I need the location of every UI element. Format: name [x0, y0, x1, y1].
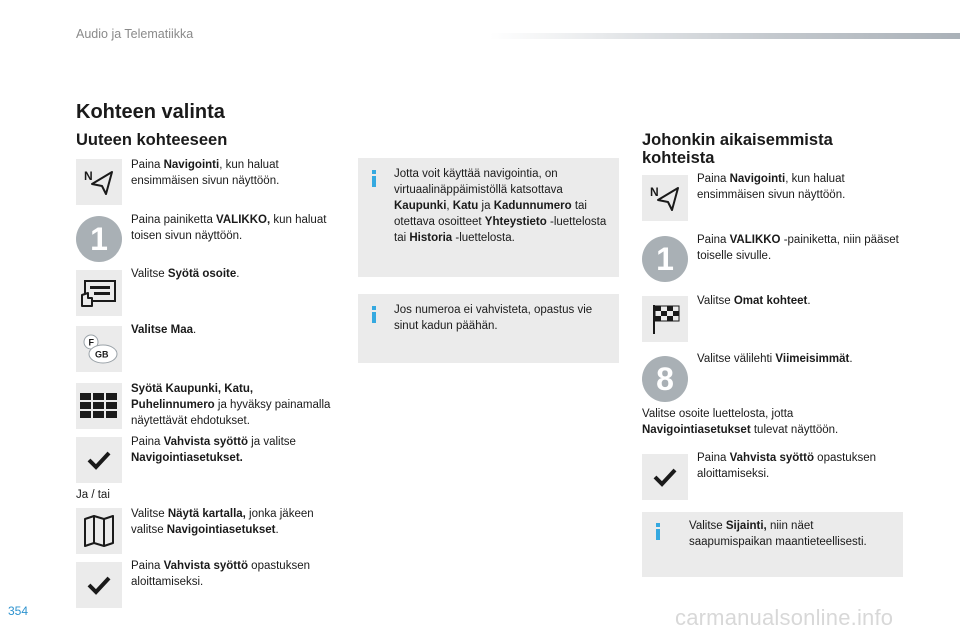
info-icon — [372, 170, 377, 184]
right-section-heading: Johonkin aikaisemmista kohteista — [642, 131, 833, 167]
navigation-compass-icon — [642, 175, 688, 221]
right-step-text: Paina Vahvista syöttö opastuksen aloittamiseksi. — [697, 452, 876, 480]
info-box — [358, 158, 619, 277]
keyboard-grid-icon — [76, 383, 122, 429]
checkmark-icon — [76, 437, 122, 483]
checkmark-icon — [76, 562, 122, 608]
enter-address-icon — [76, 270, 122, 316]
right-step-text: Valitse Omat kohteet. — [697, 295, 811, 307]
left-step-text: Valitse Näytä kartalla, jonka jäkeen valitse Navigointiasetukset. — [131, 508, 314, 536]
left-section-heading: Uuteen kohteeseen — [76, 131, 228, 149]
or-text: Ja / tai — [76, 489, 110, 501]
navigation-compass-icon — [76, 159, 122, 205]
step-number-badge: 8 — [642, 356, 688, 402]
left-step-text: Paina painiketta VALIKKO, kun haluat toisen sivun näyttöön. — [131, 214, 327, 242]
left-step-text: Paina Navigointi, kun haluat ensimmäisen sivun näyttöön. — [131, 159, 280, 187]
info-box — [358, 294, 619, 363]
info-icon — [656, 523, 661, 537]
right-step-text: Valitse välilehti Viimeisimmät. — [697, 353, 853, 365]
page-number: 354 — [8, 604, 29, 618]
info-icon — [372, 306, 377, 320]
left-step-text: Valitse Syötä osoite. — [131, 268, 240, 280]
map-icon — [76, 508, 122, 554]
step-number-badge: 1 — [76, 216, 122, 262]
info-text: Valitse Sijainti, niin näet saapumispaikan maantieteellisesti. — [689, 520, 867, 548]
right-plain-text: Valitse osoite luettelosta, jotta Navigointiasetukset tulevat näyttöön. — [642, 408, 839, 436]
right-step-text: Paina VALIKKO -painiketta, niin pääset toiselle sivulle. — [697, 234, 899, 262]
info-box — [642, 512, 903, 577]
svg-text:GB: GB — [95, 349, 109, 360]
checkmark-icon — [642, 454, 688, 500]
left-step-text: Paina Vahvista syöttö opastuksen aloittamiseksi. — [131, 560, 310, 588]
info-text: Jos numeroa ei vahvisteta, opastus vie sinut kadun päähän. — [394, 304, 593, 332]
page-title: Kohteen valinta — [76, 101, 225, 123]
svg-text:F: F — [88, 337, 94, 348]
left-step-text: Valitse Maa. — [131, 324, 197, 336]
section-header: Audio ja Telematiikka — [76, 27, 194, 41]
header-divider — [490, 33, 960, 39]
info-text: Jotta voit käyttää navigointia, on virtuaalinäppäimistöllä katsottava Kaupunki, Katu ja Kadunnumero tai otettava osoitteet Yhteystieto -luettelosta tai Historia -luettelosta. — [394, 168, 607, 244]
right-step-text: Paina Navigointi, kun haluat ensimmäisen sivun näyttöön. — [697, 173, 846, 201]
left-step-text: Syötä Kaupunki, Katu, Puhelinnumero ja hyväksy painamalla näytettävät ehdotukset. — [131, 383, 331, 427]
svg-text:N: N — [84, 169, 93, 183]
svg-text:N: N — [650, 185, 659, 199]
country-selector-icon — [76, 326, 122, 372]
watermark: carmanualsonline.info — [675, 605, 894, 630]
step-number-badge: 1 — [642, 236, 688, 282]
checkered-flag-icon — [642, 296, 688, 342]
left-step-text: Paina Vahvista syöttö ja valitse Navigointiasetukset. — [131, 436, 296, 464]
